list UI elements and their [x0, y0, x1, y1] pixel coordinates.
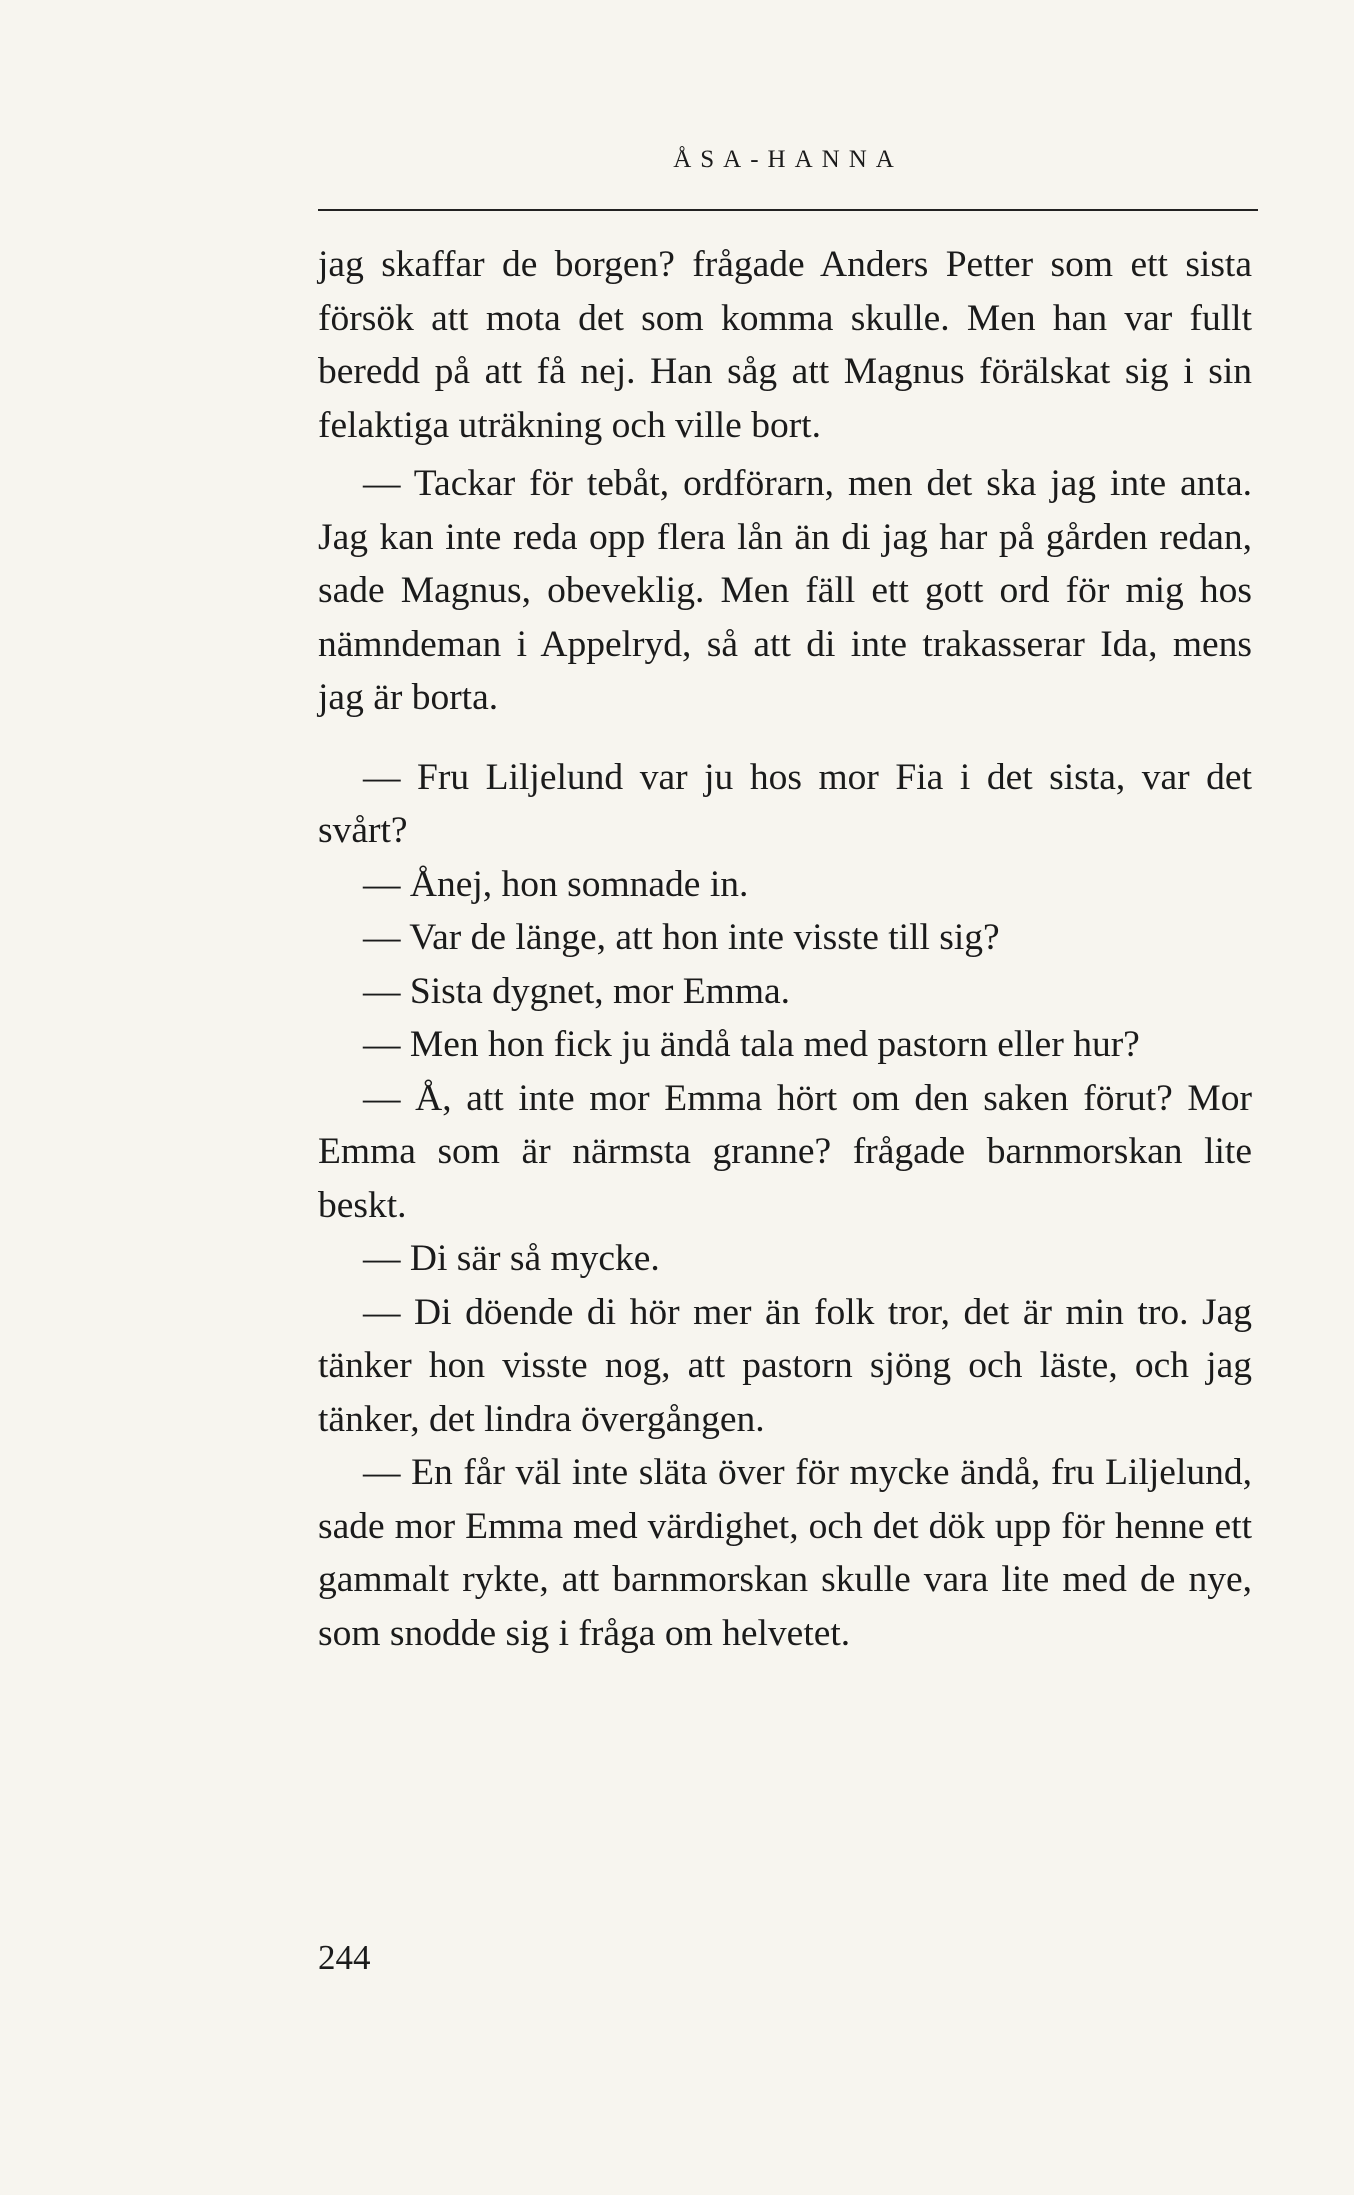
paragraph: — Tackar för tebåt, ordförarn, men det ska jag inte anta. Jag kan inte reda opp flera lån än di jag har på gården redan, sade Magnus, obeveklig. Men fäll ett gott ord för mig hos nämndeman i Appelryd, så att di inte trakasserar Ida, mens jag är borta.: [318, 463, 1252, 718]
paragraph: jag skaffar de borgen? frågade Anders Petter som ett sista försök att mota det som komma skulle. Men han var fullt beredd på att få nej. Han såg att Magnus förälskat sig i sin felaktiga uträkning och ville bort.: [318, 244, 1252, 446]
paragraph: — Ånej, hon somnade in.: [363, 863, 749, 905]
paragraph: — Men hon fick ju ändå tala med pastorn eller hur?: [363, 1024, 1140, 1065]
paragraph: — Di döende di hör mer än folk tror, det är min tro. Jag tänker hon visste nog, att pastorn sjöng och läste, och jag tänker, det lindra övergången.: [318, 1291, 1252, 1440]
paragraph: — Sista dygnet, mor Emma.: [363, 970, 791, 1012]
section-break: [318, 725, 1252, 751]
paragraph: — Å, att inte mor Emma hört om den saken förut? Mor Emma som är närmsta granne? frågade barnmorskan lite beskt.: [318, 1077, 1252, 1226]
paragraph: — Var de länge, att hon inte visste till sig?: [363, 917, 1000, 958]
paragraph: — Fru Liljelund var ju hos mor Fia i det sista, var det svårt?: [318, 756, 1252, 851]
header-rule: [318, 209, 1258, 211]
paragraph: — En får väl inte släta över för mycke ändå, fru Liljelund, sade mor Emma med värdighet, och det dök upp för henne ett gammalt rykte, att barnmorskan skulle vara lite med de nye, som snodde sig i fråga om helvetet.: [318, 1452, 1252, 1654]
body-text: [318, 238, 1252, 1660]
running-head-title: ÅSA-HANNA: [673, 146, 903, 173]
paragraph: — Di sär så mycke.: [363, 1238, 660, 1279]
page-number: 244: [318, 1938, 371, 1977]
